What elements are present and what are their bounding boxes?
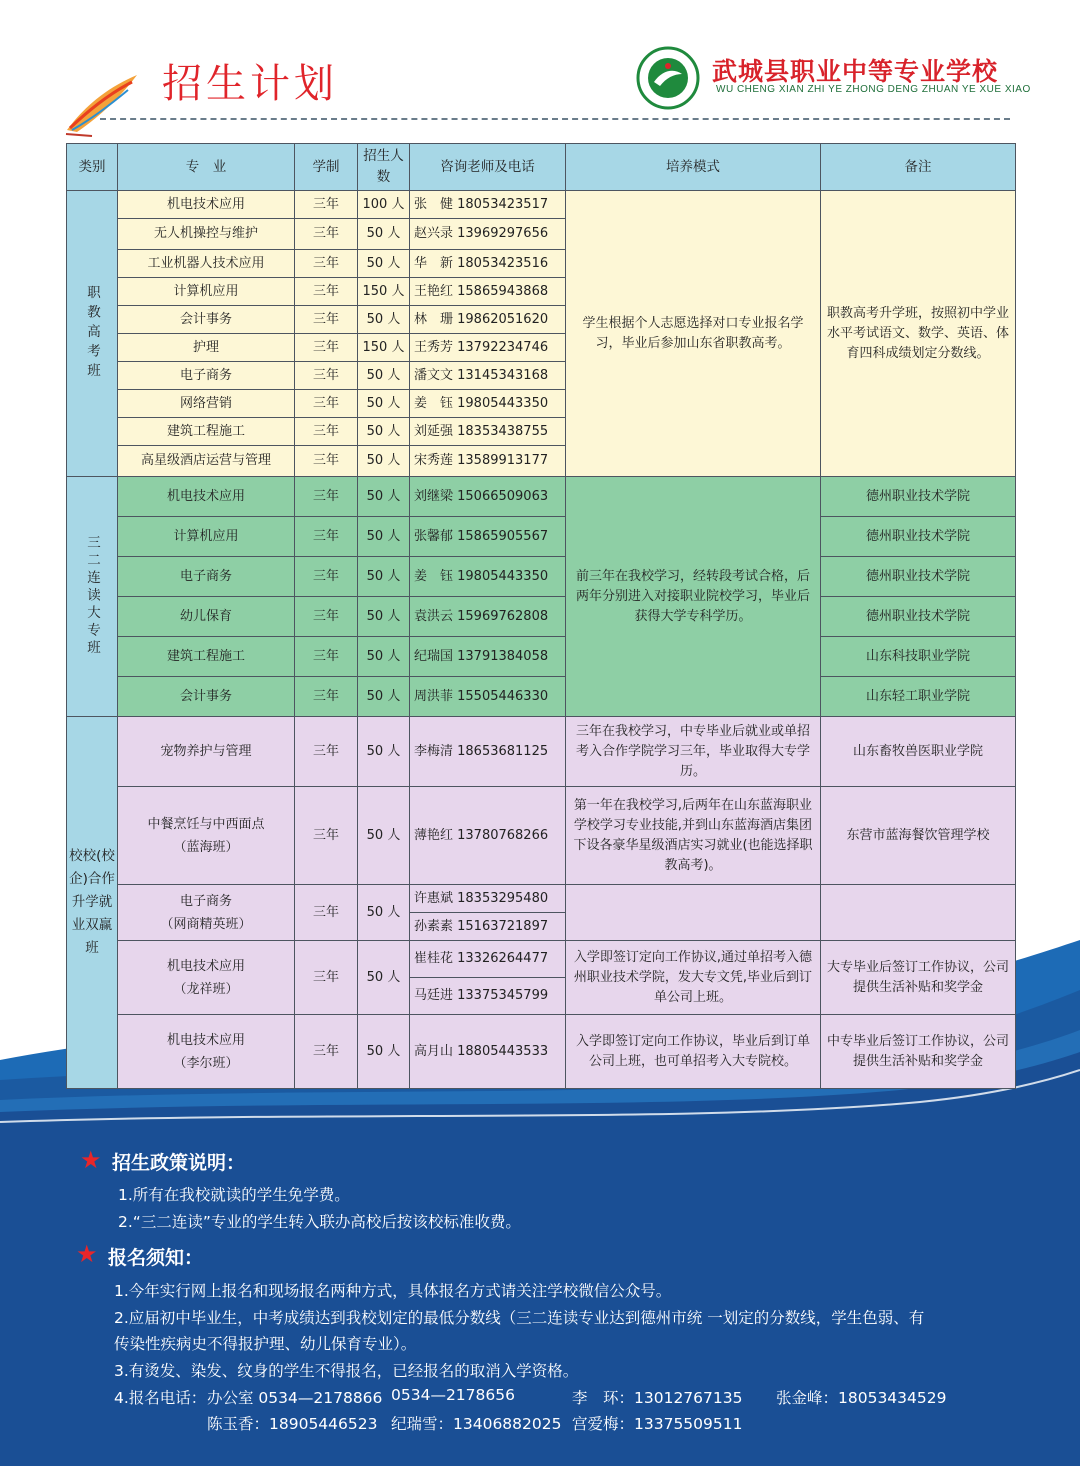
- table-row: [67, 517, 1016, 557]
- count-cell: 50 人: [358, 717, 410, 787]
- major-cell: 网络营销: [118, 390, 295, 418]
- contact-cell: 张 健 18053423517: [410, 191, 566, 219]
- years-cell: 三年: [295, 557, 358, 597]
- major-cell: [118, 787, 295, 885]
- major-name: 机电技术应用: [166, 1032, 245, 1048]
- count-cell: 50 人: [358, 306, 410, 334]
- major-name: 电子商务: [179, 893, 232, 909]
- major-cell: 电子商务: [118, 557, 295, 597]
- years-cell: 三年: [295, 717, 358, 787]
- header-note: 备注: [821, 144, 1016, 191]
- table-row: [67, 787, 1016, 885]
- notice-title: 报名须知：: [108, 1247, 204, 1269]
- count-cell: 50 人: [358, 597, 410, 637]
- count-cell: 50 人: [358, 446, 410, 477]
- table-row: [67, 557, 1016, 597]
- count-cell: 50 人: [358, 677, 410, 717]
- count-cell: 50 人: [358, 637, 410, 677]
- years-cell: 三年: [295, 597, 358, 637]
- years-cell: 三年: [295, 477, 358, 517]
- mode-cell: [566, 885, 821, 941]
- contact-cell: 刘延强 18353438755: [410, 418, 566, 446]
- years-cell: 三年: [295, 517, 358, 557]
- phone-number: 张金峰：18053434529: [776, 1389, 947, 1407]
- note-cell: 德州职业技术学院: [821, 557, 1016, 597]
- years-cell: 三年: [295, 1015, 358, 1089]
- policy-item: 1.所有在我校就读的学生免学费。: [118, 1186, 350, 1204]
- feather-pen-icon: [62, 70, 142, 140]
- note-cell: 山东畜牧兽医职业学院: [821, 717, 1016, 787]
- major-cell: 工业机器人技术应用: [118, 250, 295, 278]
- contact-cell: 纪瑞国 13791384058: [410, 637, 566, 677]
- table-row: [67, 637, 1016, 677]
- count-cell: 50 人: [358, 787, 410, 885]
- contact-cell: 许惠斌 18353295480: [410, 885, 566, 913]
- contact-cell: 王艳红 15865943868: [410, 278, 566, 306]
- years-cell: 三年: [295, 278, 358, 306]
- count-cell: 50 人: [358, 557, 410, 597]
- years-cell: 三年: [295, 191, 358, 219]
- major-class: （网商精英班）: [160, 916, 252, 932]
- major-cell: 会计事务: [118, 677, 295, 717]
- star-icon: ★: [76, 1240, 98, 1268]
- table-row: [67, 677, 1016, 717]
- phone-number: 0534—2178656: [391, 1386, 515, 1404]
- count-cell: 50 人: [358, 885, 410, 941]
- contact-cell: 周洪菲 15505446330: [410, 677, 566, 717]
- note-cell: 东营市蓝海餐饮管理学校: [821, 787, 1016, 885]
- years-cell: 三年: [295, 362, 358, 390]
- table-row: [67, 191, 1016, 219]
- count-cell: 100 人: [358, 191, 410, 219]
- major-cell: 无人机操控与维护: [118, 219, 295, 250]
- category-cell: 校校(校企)合作升学就业双赢班: [67, 717, 118, 1089]
- contact-cell: 宋秀莲 13589913177: [410, 446, 566, 477]
- page-header: [0, 0, 1080, 130]
- note-cell: 山东轻工职业学院: [821, 677, 1016, 717]
- header-category: 类别: [67, 144, 118, 191]
- major-cell: 护理: [118, 334, 295, 362]
- table-row: [67, 717, 1016, 787]
- contact-cell: 马廷进 13375345799: [410, 978, 566, 1015]
- major-cell: 会计事务: [118, 306, 295, 334]
- count-cell: 50 人: [358, 941, 410, 1015]
- count-cell: 50 人: [358, 250, 410, 278]
- count-cell: 50 人: [358, 418, 410, 446]
- years-cell: 三年: [295, 941, 358, 1015]
- major-cell: 建筑工程施工: [118, 418, 295, 446]
- phone-label: 4.报名电话：: [114, 1389, 207, 1407]
- count-cell: 50 人: [358, 477, 410, 517]
- years-cell: 三年: [295, 390, 358, 418]
- count-cell: 50 人: [358, 1015, 410, 1089]
- note-cell: 山东科技职业学院: [821, 637, 1016, 677]
- contact-cell: 姜 钰 19805443350: [410, 557, 566, 597]
- count-cell: 50 人: [358, 219, 410, 250]
- count-cell: 50 人: [358, 517, 410, 557]
- policy-title: 招生政策说明：: [112, 1152, 246, 1174]
- major-class: （龙祥班）: [173, 981, 239, 997]
- note-cell: 德州职业技术学院: [821, 597, 1016, 637]
- major-cell: [118, 1015, 295, 1089]
- contact-cell: 姜 钰 19805443350: [410, 390, 566, 418]
- table-header-row: [67, 144, 1016, 191]
- major-class: （李尔班）: [173, 1055, 239, 1071]
- major-cell: [118, 885, 295, 941]
- contact-cell: 孙素素 15163721897: [410, 913, 566, 941]
- table-row: [67, 597, 1016, 637]
- policy-item: 2.“三二连读”专业的学生转入联办高校后按该校标准收费。: [118, 1213, 521, 1231]
- phone-number: 宫爱梅：13375509511: [572, 1415, 743, 1433]
- note-cell: 职教高考升学班，按照初中学业水平考试语文、数学、英语、体育四科成绩划定分数线。: [821, 191, 1016, 477]
- header-major: 专 业: [118, 144, 295, 191]
- contact-cell: 潘文文 13145343168: [410, 362, 566, 390]
- major-cell: 高星级酒店运营与管理: [118, 446, 295, 477]
- table-row: [67, 477, 1016, 517]
- phone-number: 纪瑞雪：13406882025: [391, 1415, 562, 1433]
- years-cell: 三年: [295, 787, 358, 885]
- major-cell: 计算机应用: [118, 517, 295, 557]
- count-cell: 50 人: [358, 390, 410, 418]
- phone-number: 办公室 0534—2178866: [207, 1389, 383, 1407]
- years-cell: 三年: [295, 885, 358, 941]
- contact-cell: 薄艳红 13780768266: [410, 787, 566, 885]
- mode-cell: 前三年在我校学习，经转段考试合格，后两年分别进入对接职业院校学习，毕业后获得大学专科学历。: [566, 477, 821, 717]
- notice-item: 3.有烫发、染发、纹身的学生不得报名，已经报名的取消入学资格。: [114, 1362, 579, 1380]
- years-cell: 三年: [295, 219, 358, 250]
- note-cell: 德州职业技术学院: [821, 477, 1016, 517]
- contact-cell: 高月山 18805443533: [410, 1015, 566, 1089]
- count-cell: 150 人: [358, 334, 410, 362]
- years-cell: 三年: [295, 306, 358, 334]
- mode-cell: 第一年在我校学习,后两年在山东蓝海职业学校学习专业技能,并到山东蓝海酒店集团下设各豪华星级酒店实习就业(也能选择职教高考)。: [566, 787, 821, 885]
- years-cell: 三年: [295, 677, 358, 717]
- count-cell: 150 人: [358, 278, 410, 306]
- contact-cell: 赵兴录 13969297656: [410, 219, 566, 250]
- note-cell: [821, 885, 1016, 941]
- major-name: 机电技术应用: [166, 958, 245, 974]
- note-cell: 大专毕业后签订工作协议，公司提供生活补贴和奖学金: [821, 941, 1016, 1015]
- school-name-pinyin: WU CHENG XIAN ZHI YE ZHONG DENG ZHUAN YE XUE XIAO: [716, 84, 1031, 95]
- header-mode: 培养模式: [566, 144, 821, 191]
- major-cell: 计算机应用: [118, 278, 295, 306]
- years-cell: 三年: [295, 446, 358, 477]
- contact-cell: 林 珊 19862051620: [410, 306, 566, 334]
- major-cell: 机电技术应用: [118, 477, 295, 517]
- major-cell: 机电技术应用: [118, 191, 295, 219]
- enrollment-table: [66, 143, 1016, 1089]
- major-cell: [118, 717, 295, 787]
- star-icon: ★: [80, 1146, 102, 1174]
- mode-cell: 三年在我校学习，中专毕业后就业或单招考入合作学院学习三年，毕业取得大专学历。: [566, 717, 821, 787]
- header-contact: 咨询老师及电话: [410, 144, 566, 191]
- phone-number: 李 环：13012767135: [572, 1389, 743, 1407]
- contact-cell: 刘继梁 15066509063: [410, 477, 566, 517]
- table-row: [67, 1015, 1016, 1089]
- notice-item: 2.应届初中毕业生，中考成绩达到我校划定的最低分数线（三二连读专业达到德州市统 一划定的分数线，学生色弱、有: [114, 1309, 925, 1327]
- school-logo-icon: [636, 46, 700, 110]
- note-cell: 德州职业技术学院: [821, 517, 1016, 557]
- count-cell: 50 人: [358, 362, 410, 390]
- major-cell: 电子商务: [118, 362, 295, 390]
- table-row: [67, 941, 1016, 978]
- header-count: 招生人数: [358, 144, 410, 191]
- years-cell: 三年: [295, 637, 358, 677]
- contact-cell: 华 新 18053423516: [410, 250, 566, 278]
- mode-cell: 学生根据个人志愿选择对口专业报名学习，毕业后参加山东省职教高考。: [566, 191, 821, 477]
- header-divider: [100, 118, 1010, 120]
- school-name: 武城县职业中等专业学校: [712, 57, 999, 86]
- table-row: [67, 885, 1016, 913]
- notice-item: 传染性疾病史不得报护理、幼儿保育专业）。: [114, 1335, 417, 1353]
- years-cell: 三年: [295, 418, 358, 446]
- notice-item: 1.今年实行网上报名和现场报名两种方式，具体报名方式请关注学校微信公众号。: [114, 1282, 672, 1300]
- major-cell: [118, 941, 295, 1015]
- category-cell: 职教高考班: [67, 191, 118, 477]
- years-cell: 三年: [295, 250, 358, 278]
- phone-number: 陈玉香：18905446523: [207, 1415, 378, 1433]
- header-years: 学制: [295, 144, 358, 191]
- major-cell: 建筑工程施工: [118, 637, 295, 677]
- contact-cell: 袁洪云 15969762808: [410, 597, 566, 637]
- major-name: 宠物养护与管理: [160, 744, 252, 759]
- mode-cell: 入学即签订定向工作协议，毕业后到订单公司上班，也可单招考入大专院校。: [566, 1015, 821, 1089]
- mode-cell: 入学即签订定向工作协议,通过单招考入德州职业技术学院，发大专文凭,毕业后到订单公司上班。: [566, 941, 821, 1015]
- contact-cell: 张馨郁 15865905567: [410, 517, 566, 557]
- major-name: 中餐烹饪与中西面点: [147, 816, 265, 832]
- major-class: （蓝海班）: [173, 839, 239, 855]
- page-title: 招生计划: [162, 61, 338, 107]
- category-cell: 三二连读大专班: [67, 477, 118, 717]
- contact-cell: 李梅清 18653681125: [410, 717, 566, 787]
- contact-cell: 王秀芳 13792234746: [410, 334, 566, 362]
- note-cell: 中专毕业后签订工作协议，公司提供生活补贴和奖学金: [821, 1015, 1016, 1089]
- major-cell: 幼儿保育: [118, 597, 295, 637]
- years-cell: 三年: [295, 334, 358, 362]
- contact-cell: 崔桂花 13326264477: [410, 941, 566, 978]
